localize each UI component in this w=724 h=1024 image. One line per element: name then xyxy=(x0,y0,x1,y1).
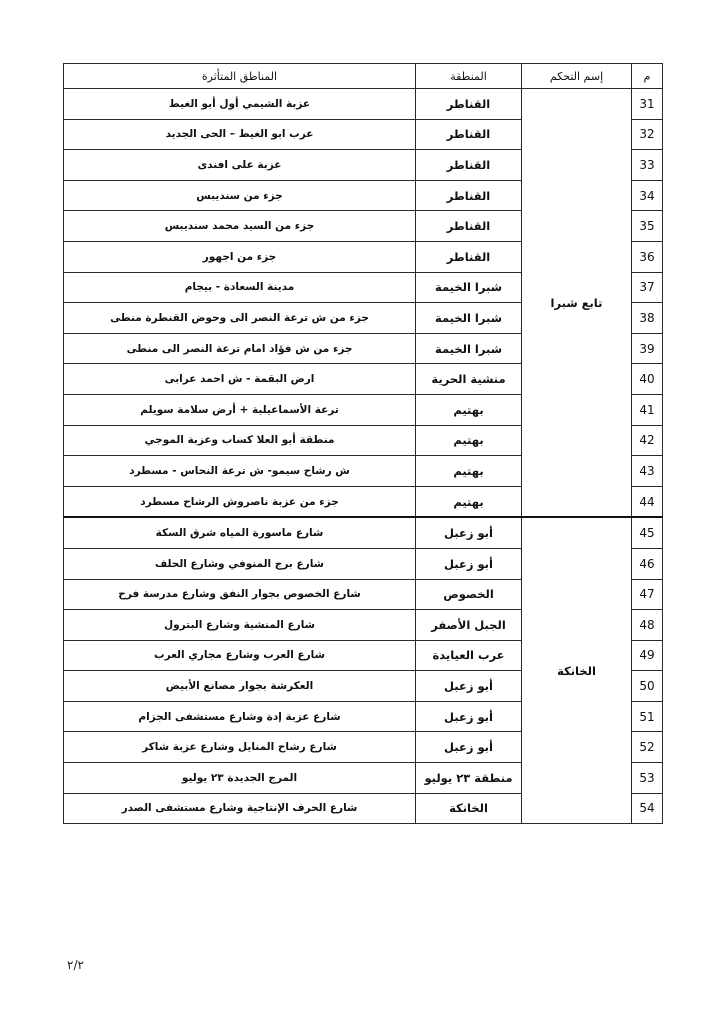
affected-areas: مدينة السعادة - بيجام xyxy=(64,272,416,303)
area-name: القناطر xyxy=(416,241,522,272)
area-name: بهتيم xyxy=(416,425,522,456)
area-name: شبرا الخيمة xyxy=(416,333,522,364)
area-name: الخصوص xyxy=(416,579,522,610)
affected-areas: شارع العرب وشارع مجاري العرب xyxy=(64,640,416,671)
row-number: 44 xyxy=(632,486,663,517)
row-number: 53 xyxy=(632,763,663,794)
affected-areas: ش رشاح سيمو- ش ترعة النحاس - مسطرد xyxy=(64,456,416,487)
affected-areas: جزء من ش فؤاد امام ترعة النصر الى منطى xyxy=(64,333,416,364)
affected-areas: شارع رشاح المنايل وشارع عزبة شاكر xyxy=(64,732,416,763)
area-name: منشية الحرية xyxy=(416,364,522,395)
table-row xyxy=(64,89,663,120)
table-header-row xyxy=(64,64,663,89)
control-name: تابع شبرا xyxy=(522,89,632,518)
row-number: 31 xyxy=(632,89,663,120)
area-name: القناطر xyxy=(416,150,522,181)
row-number: 32 xyxy=(632,119,663,150)
area-name: القناطر xyxy=(416,180,522,211)
area-name: الجبل الأصفر xyxy=(416,610,522,641)
area-name: أبو زعبل xyxy=(416,732,522,763)
area-name: بهتيم xyxy=(416,486,522,517)
area-name: شبرا الخيمة xyxy=(416,303,522,334)
table-body xyxy=(64,89,663,824)
area-name: شبرا الخيمة xyxy=(416,272,522,303)
outage-areas-table xyxy=(63,63,663,824)
row-number: 40 xyxy=(632,364,663,395)
affected-areas: جزء من ش ترعة النصر الى وحوض القنطرة منطى xyxy=(64,303,416,334)
affected-areas: جزء من السيد محمد سنديبس xyxy=(64,211,416,242)
affected-areas: شارع عزبة إدة وشارع مستشفى الجزام xyxy=(64,701,416,732)
header-affected: المناطق المتأثرة xyxy=(64,64,416,89)
area-name: القناطر xyxy=(416,211,522,242)
affected-areas: شارع الحرف الإنتاجية وشارع مستشفى الصدر xyxy=(64,793,416,824)
affected-areas: ارض البقمة - ش احمد عرابى xyxy=(64,364,416,395)
row-number: 38 xyxy=(632,303,663,334)
row-number: 33 xyxy=(632,150,663,181)
affected-areas: جزء من اجهور xyxy=(64,241,416,272)
row-number: 39 xyxy=(632,333,663,364)
affected-areas: شارع ماسورة المياه شرق السكة xyxy=(64,517,416,548)
area-name: أبو زعبل xyxy=(416,671,522,702)
area-name: منطقة ٢٣ يوليو xyxy=(416,763,522,794)
area-name: أبو زعبل xyxy=(416,548,522,579)
row-number: 54 xyxy=(632,793,663,824)
area-name: بهتيم xyxy=(416,456,522,487)
row-number: 43 xyxy=(632,456,663,487)
row-number: 49 xyxy=(632,640,663,671)
row-number: 46 xyxy=(632,548,663,579)
row-number: 50 xyxy=(632,671,663,702)
row-number: 48 xyxy=(632,610,663,641)
affected-areas: منطقة أبو العلا كساب وعزبة الموجي xyxy=(64,425,416,456)
affected-areas: عزبة على افندى xyxy=(64,150,416,181)
control-name: الخانكة xyxy=(522,517,632,823)
table-row xyxy=(64,517,663,548)
affected-areas: ترعة الأسماعيلية + أرض سلامة سويلم xyxy=(64,394,416,425)
affected-areas: العكرشة بجوار مصانع الأبيض xyxy=(64,671,416,702)
row-number: 41 xyxy=(632,394,663,425)
header-control: إسم التحكم xyxy=(522,64,632,89)
affected-areas: شارع برج المنوفي وشارع الحلف xyxy=(64,548,416,579)
area-name: الخانكة xyxy=(416,793,522,824)
area-name: القناطر xyxy=(416,119,522,150)
area-name: أبو زعبل xyxy=(416,701,522,732)
header-num: م xyxy=(632,64,663,89)
affected-areas: جزء من سنديبس xyxy=(64,180,416,211)
affected-areas: المرج الجديدة ٢٣ يوليو xyxy=(64,763,416,794)
area-name: أبو زعبل xyxy=(416,517,522,548)
header-area: المنطقة xyxy=(416,64,522,89)
area-name: القناطر xyxy=(416,89,522,120)
affected-areas: عرب ابو الغيط – الحى الجديد xyxy=(64,119,416,150)
row-number: 51 xyxy=(632,701,663,732)
row-number: 36 xyxy=(632,241,663,272)
row-number: 45 xyxy=(632,517,663,548)
row-number: 35 xyxy=(632,211,663,242)
affected-areas: شارع المنشية وشارع البترول xyxy=(64,610,416,641)
affected-areas: شارع الخصوص بجوار النفق وشارع مدرسة فرح xyxy=(64,579,416,610)
affected-areas: جزء من عزبة ناصروش الرشاح مسطرد xyxy=(64,486,416,517)
row-number: 47 xyxy=(632,579,663,610)
row-number: 34 xyxy=(632,180,663,211)
row-number: 42 xyxy=(632,425,663,456)
affected-areas: عزبة الشيمي أول أبو الغيط xyxy=(64,89,416,120)
area-name: بهتيم xyxy=(416,394,522,425)
area-name: عرب العيايدة xyxy=(416,640,522,671)
page-number: ٢/٢ xyxy=(67,958,84,972)
row-number: 52 xyxy=(632,732,663,763)
row-number: 37 xyxy=(632,272,663,303)
